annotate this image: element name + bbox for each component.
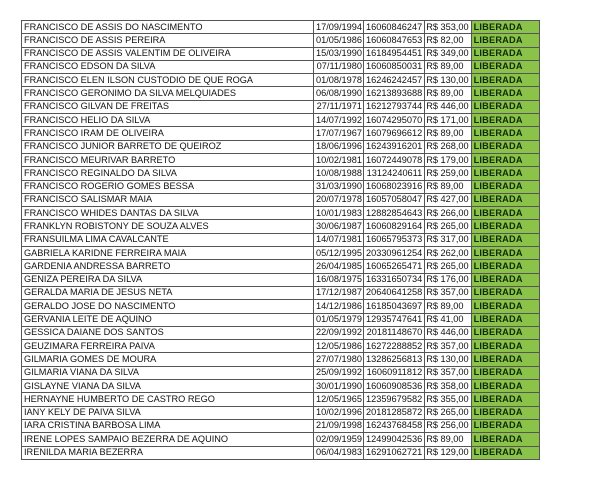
beneficiary-name-cell[interactable]: FRANCISCO EDSON DA SILVA bbox=[22, 60, 314, 73]
status-cell[interactable]: LIBERADA bbox=[471, 114, 539, 127]
table-row bbox=[22, 340, 540, 353]
amount-cell[interactable]: R$ 355,00 bbox=[425, 393, 471, 406]
birth-date-cell[interactable]: 02/09/1959 bbox=[314, 433, 364, 446]
birth-date-cell[interactable]: 07/11/1980 bbox=[314, 60, 364, 73]
beneficiary-name-cell[interactable]: FRANCISCO GERONIMO DA SILVA MELQUIADES bbox=[22, 87, 314, 100]
amount-cell[interactable]: R$ 266,00 bbox=[425, 207, 471, 220]
table-row bbox=[22, 233, 540, 246]
amount-cell[interactable]: R$ 89,00 bbox=[425, 87, 471, 100]
amount-cell[interactable]: R$ 176,00 bbox=[425, 273, 471, 286]
table-row bbox=[22, 313, 540, 326]
nis-number-cell[interactable]: 16243916201 bbox=[363, 140, 424, 153]
amount-cell[interactable]: R$ 358,00 bbox=[425, 380, 471, 393]
table-row bbox=[22, 114, 540, 127]
nis-number-cell[interactable]: 16072449078 bbox=[363, 153, 424, 166]
table-row bbox=[22, 47, 540, 60]
nis-number-cell[interactable]: 16331650734 bbox=[363, 273, 424, 286]
nis-number-cell[interactable]: 16079696612 bbox=[363, 127, 424, 140]
beneficiary-name-cell[interactable]: IANY KELY DE PAIVA SILVA bbox=[22, 406, 314, 419]
beneficiary-name-cell[interactable]: FRANCISCO IRAM DE OLIVEIRA bbox=[22, 127, 314, 140]
beneficiary-name-cell[interactable]: FRANSUILMA LIMA CAVALCANTE bbox=[22, 233, 314, 246]
amount-cell[interactable]: R$ 89,00 bbox=[425, 300, 471, 313]
birth-date-cell[interactable]: 30/06/1987 bbox=[314, 220, 364, 233]
nis-number-cell[interactable]: 12359679582 bbox=[363, 393, 424, 406]
amount-cell[interactable]: R$ 357,00 bbox=[425, 286, 471, 299]
table-row bbox=[22, 127, 540, 140]
birth-date-cell[interactable]: 31/03/1990 bbox=[314, 180, 364, 193]
nis-number-cell[interactable]: 12499042536 bbox=[363, 433, 424, 446]
table-row bbox=[22, 353, 540, 366]
nis-number-cell[interactable]: 12882854643 bbox=[363, 207, 424, 220]
birth-date-cell[interactable]: 20/07/1978 bbox=[314, 193, 364, 206]
amount-cell[interactable]: R$ 357,00 bbox=[425, 366, 471, 379]
nis-number-cell[interactable]: 16060850031 bbox=[363, 60, 424, 73]
table-row bbox=[22, 433, 540, 446]
status-cell[interactable]: LIBERADA bbox=[471, 433, 539, 446]
birth-date-cell[interactable]: 17/07/1967 bbox=[314, 127, 364, 140]
status-cell[interactable]: LIBERADA bbox=[471, 340, 539, 353]
table-row bbox=[22, 180, 540, 193]
status-cell[interactable]: LIBERADA bbox=[471, 140, 539, 153]
table-row bbox=[22, 193, 540, 206]
beneficiary-name-cell[interactable]: GENIZA PEREIRA DA SILVA bbox=[22, 273, 314, 286]
status-cell[interactable]: LIBERADA bbox=[471, 153, 539, 166]
status-cell[interactable]: LIBERADA bbox=[471, 366, 539, 379]
beneficiary-name-cell[interactable]: GERVANIA LEITE DE AQUINO bbox=[22, 313, 314, 326]
table-row bbox=[22, 207, 540, 220]
status-cell[interactable]: LIBERADA bbox=[471, 300, 539, 313]
birth-date-cell[interactable]: 30/01/1990 bbox=[314, 380, 364, 393]
table-row bbox=[22, 406, 540, 419]
beneficiary-name-cell[interactable]: FRANCISCO DE ASSIS DO NASCIMENTO bbox=[22, 21, 314, 34]
table-row bbox=[22, 153, 540, 166]
birth-date-cell[interactable]: 05/12/1995 bbox=[314, 247, 364, 260]
table-row bbox=[22, 326, 540, 339]
amount-cell[interactable]: R$ 89,00 bbox=[425, 60, 471, 73]
nis-number-cell[interactable]: 16060908536 bbox=[363, 380, 424, 393]
beneficiary-name-cell[interactable]: FRANKLYN ROBISTONY DE SOUZA ALVES bbox=[22, 220, 314, 233]
nis-number-cell[interactable]: 16057058047 bbox=[363, 193, 424, 206]
status-cell[interactable]: LIBERADA bbox=[471, 207, 539, 220]
nis-number-cell[interactable]: 20181148670 bbox=[363, 326, 424, 339]
amount-cell[interactable]: R$ 262,00 bbox=[425, 247, 471, 260]
nis-number-cell[interactable]: 16291062721 bbox=[363, 446, 424, 459]
status-cell[interactable]: LIBERADA bbox=[471, 326, 539, 339]
status-cell[interactable]: LIBERADA bbox=[471, 446, 539, 459]
amount-cell[interactable]: R$ 265,00 bbox=[425, 220, 471, 233]
amount-cell[interactable]: R$ 89,00 bbox=[425, 433, 471, 446]
nis-number-cell[interactable]: 16065795373 bbox=[363, 233, 424, 246]
amount-cell[interactable]: R$ 357,00 bbox=[425, 340, 471, 353]
birth-date-cell[interactable]: 06/08/1990 bbox=[314, 87, 364, 100]
birth-date-cell[interactable]: 18/06/1996 bbox=[314, 140, 364, 153]
table-row bbox=[22, 273, 540, 286]
birth-date-cell[interactable]: 27/11/1971 bbox=[314, 100, 364, 113]
table-row bbox=[22, 34, 540, 47]
status-cell[interactable]: LIBERADA bbox=[471, 127, 539, 140]
beneficiary-name-cell[interactable]: GARDENIA ANDRESSA BARRETO bbox=[22, 260, 314, 273]
beneficiary-name-cell[interactable]: IRENE LOPES SAMPAIO BEZERRA DE AQUINO bbox=[22, 433, 314, 446]
birth-date-cell[interactable]: 27/07/1980 bbox=[314, 353, 364, 366]
nis-number-cell[interactable]: 16185043697 bbox=[363, 300, 424, 313]
birth-date-cell[interactable]: 17/12/1987 bbox=[314, 286, 364, 299]
beneficiary-name-cell[interactable]: GEUZIMARA FERREIRA PAIVA bbox=[22, 340, 314, 353]
nis-number-cell[interactable]: 20181285872 bbox=[363, 406, 424, 419]
status-cell[interactable]: LIBERADA bbox=[471, 406, 539, 419]
status-cell[interactable]: LIBERADA bbox=[471, 260, 539, 273]
table-row bbox=[22, 21, 540, 34]
table-row bbox=[22, 140, 540, 153]
status-cell[interactable]: LIBERADA bbox=[471, 220, 539, 233]
amount-cell[interactable]: R$ 349,00 bbox=[425, 47, 471, 60]
nis-number-cell[interactable]: 16243768458 bbox=[363, 419, 424, 432]
table-row bbox=[22, 87, 540, 100]
table-row bbox=[22, 393, 540, 406]
birth-date-cell[interactable]: 10/02/1981 bbox=[314, 153, 364, 166]
status-cell[interactable]: LIBERADA bbox=[471, 273, 539, 286]
status-cell[interactable]: LIBERADA bbox=[471, 353, 539, 366]
beneficiary-name-cell[interactable]: GABRIELA KARIDNE FERREIRA MAIA bbox=[22, 247, 314, 260]
nis-number-cell[interactable]: 16060911812 bbox=[363, 366, 424, 379]
status-cell[interactable]: LIBERADA bbox=[471, 47, 539, 60]
nis-number-cell[interactable]: 16068023916 bbox=[363, 180, 424, 193]
nis-number-cell[interactable]: 16060846247 bbox=[363, 21, 424, 34]
table-row bbox=[22, 60, 540, 73]
nis-number-cell[interactable]: 12935747641 bbox=[363, 313, 424, 326]
table-row bbox=[22, 260, 540, 273]
spreadsheet-table bbox=[21, 20, 540, 460]
amount-cell[interactable]: R$ 446,00 bbox=[425, 100, 471, 113]
birth-date-cell[interactable]: 12/05/1965 bbox=[314, 393, 364, 406]
birth-date-cell[interactable]: 25/09/1992 bbox=[314, 366, 364, 379]
status-cell[interactable]: LIBERADA bbox=[471, 313, 539, 326]
beneficiary-name-cell[interactable]: FRANCISCO WHIDES DANTAS DA SILVA bbox=[22, 207, 314, 220]
nis-number-cell[interactable]: 16213893688 bbox=[363, 87, 424, 100]
beneficiary-name-cell[interactable]: FRANCISCO MEURIVAR BARRETO bbox=[22, 153, 314, 166]
amount-cell[interactable]: R$ 89,00 bbox=[425, 127, 471, 140]
table-row bbox=[22, 419, 540, 432]
birth-date-cell[interactable]: 01/05/1986 bbox=[314, 34, 364, 47]
table-row bbox=[22, 300, 540, 313]
amount-cell[interactable]: R$ 179,00 bbox=[425, 153, 471, 166]
birth-date-cell[interactable]: 22/09/1992 bbox=[314, 326, 364, 339]
nis-number-cell[interactable]: 16184954451 bbox=[363, 47, 424, 60]
birth-date-cell[interactable]: 15/03/1990 bbox=[314, 47, 364, 60]
status-cell[interactable]: LIBERADA bbox=[471, 87, 539, 100]
spreadsheet-body bbox=[22, 21, 540, 460]
beneficiary-name-cell[interactable]: HERNAYNE HUMBERTO DE CASTRO REGO bbox=[22, 393, 314, 406]
beneficiary-name-cell[interactable]: GILMARIA GOMES DE MOURA bbox=[22, 353, 314, 366]
amount-cell[interactable]: R$ 427,00 bbox=[425, 193, 471, 206]
amount-cell[interactable]: R$ 171,00 bbox=[425, 114, 471, 127]
amount-cell[interactable]: R$ 41,00 bbox=[425, 313, 471, 326]
amount-cell[interactable]: R$ 129,00 bbox=[425, 446, 471, 459]
birth-date-cell[interactable]: 26/04/1985 bbox=[314, 260, 364, 273]
amount-cell[interactable]: R$ 256,00 bbox=[425, 419, 471, 432]
beneficiary-name-cell[interactable]: FRANCISCO SALISMAR MAIA bbox=[22, 193, 314, 206]
status-cell[interactable]: LIBERADA bbox=[471, 34, 539, 47]
amount-cell[interactable]: R$ 446,00 bbox=[425, 326, 471, 339]
nis-number-cell[interactable]: 16060829164 bbox=[363, 220, 424, 233]
status-cell[interactable]: LIBERADA bbox=[471, 21, 539, 34]
table-row bbox=[22, 167, 540, 180]
status-cell[interactable]: LIBERADA bbox=[471, 380, 539, 393]
nis-number-cell[interactable]: 16060847653 bbox=[363, 34, 424, 47]
birth-date-cell[interactable]: 17/09/1994 bbox=[314, 21, 364, 34]
amount-cell[interactable]: R$ 317,00 bbox=[425, 233, 471, 246]
status-cell[interactable]: LIBERADA bbox=[471, 167, 539, 180]
beneficiary-name-cell[interactable]: FRANCISCO HELIO DA SILVA bbox=[22, 114, 314, 127]
table-row bbox=[22, 380, 540, 393]
birth-date-cell[interactable]: 16/08/1975 bbox=[314, 273, 364, 286]
status-cell[interactable]: LIBERADA bbox=[471, 419, 539, 432]
birth-date-cell[interactable]: 14/07/1981 bbox=[314, 233, 364, 246]
beneficiary-name-cell[interactable]: FRANCISCO DE ASSIS VALENTIM DE OLIVEIRA bbox=[22, 47, 314, 60]
table-row bbox=[22, 247, 540, 260]
beneficiary-name-cell[interactable]: GILMARIA VIANA DA SILVA bbox=[22, 366, 314, 379]
beneficiary-name-cell[interactable]: IRENILDA MARIA BEZERRA bbox=[22, 446, 314, 459]
amount-cell[interactable]: R$ 353,00 bbox=[425, 21, 471, 34]
beneficiary-name-cell[interactable]: FRANCISCO JUNIOR BARRETO DE QUEIROZ bbox=[22, 140, 314, 153]
beneficiary-name-cell[interactable]: IARA CRISTINA BARBOSA LIMA bbox=[22, 419, 314, 432]
amount-cell[interactable]: R$ 265,00 bbox=[425, 260, 471, 273]
status-cell[interactable]: LIBERADA bbox=[471, 100, 539, 113]
table-row bbox=[22, 100, 540, 113]
birth-date-cell[interactable]: 01/08/1978 bbox=[314, 74, 364, 87]
beneficiary-name-cell[interactable]: GERALDA MARIA DE JESUS NETA bbox=[22, 286, 314, 299]
amount-cell[interactable]: R$ 89,00 bbox=[425, 180, 471, 193]
status-cell[interactable]: LIBERADA bbox=[471, 233, 539, 246]
status-cell[interactable]: LIBERADA bbox=[471, 247, 539, 260]
beneficiary-name-cell[interactable]: GISLAYNE VIANA DA SILVA bbox=[22, 380, 314, 393]
beneficiary-name-cell[interactable]: FRANCISCO GILVAN DE FREITAS bbox=[22, 100, 314, 113]
table-row bbox=[22, 220, 540, 233]
nis-number-cell[interactable]: 16065265471 bbox=[363, 260, 424, 273]
nis-number-cell[interactable]: 16246242457 bbox=[363, 74, 424, 87]
nis-number-cell[interactable]: 13124240611 bbox=[363, 167, 424, 180]
birth-date-cell[interactable]: 14/07/1992 bbox=[314, 114, 364, 127]
beneficiary-name-cell[interactable]: FRANCISCO ROGERIO GOMES BESSA bbox=[22, 180, 314, 193]
nis-number-cell[interactable]: 13286256813 bbox=[363, 353, 424, 366]
table-row bbox=[22, 286, 540, 299]
status-cell[interactable]: LIBERADA bbox=[471, 193, 539, 206]
beneficiary-name-cell[interactable]: GERALDO JOSE DO NASCIMENTO bbox=[22, 300, 314, 313]
status-cell[interactable]: LIBERADA bbox=[471, 60, 539, 73]
beneficiary-name-cell[interactable]: GESSICA DAIANE DOS SANTOS bbox=[22, 326, 314, 339]
nis-number-cell[interactable]: 20330961254 bbox=[363, 247, 424, 260]
amount-cell[interactable]: R$ 259,00 bbox=[425, 167, 471, 180]
status-cell[interactable]: LIBERADA bbox=[471, 393, 539, 406]
birth-date-cell[interactable]: 12/05/1986 bbox=[314, 340, 364, 353]
beneficiary-name-cell[interactable]: FRANCISCO REGINALDO DA SILVA bbox=[22, 167, 314, 180]
status-cell[interactable]: LIBERADA bbox=[471, 74, 539, 87]
birth-date-cell[interactable]: 21/09/1998 bbox=[314, 419, 364, 432]
table-row bbox=[22, 446, 540, 459]
nis-number-cell[interactable]: 16074295070 bbox=[363, 114, 424, 127]
amount-cell[interactable]: R$ 265,00 bbox=[425, 406, 471, 419]
amount-cell[interactable]: R$ 130,00 bbox=[425, 353, 471, 366]
birth-date-cell[interactable]: 10/02/1996 bbox=[314, 406, 364, 419]
nis-number-cell[interactable]: 16272288852 bbox=[363, 340, 424, 353]
birth-date-cell[interactable]: 10/01/1983 bbox=[314, 207, 364, 220]
beneficiary-name-cell[interactable]: FRANCISCO DE ASSIS PEREIRA bbox=[22, 34, 314, 47]
amount-cell[interactable]: R$ 268,00 bbox=[425, 140, 471, 153]
nis-number-cell[interactable]: 20640641258 bbox=[363, 286, 424, 299]
table-row bbox=[22, 366, 540, 379]
amount-cell[interactable]: R$ 82,00 bbox=[425, 34, 471, 47]
beneficiary-name-cell[interactable]: FRANCISCO ELEN ILSON CUSTODIO DE QUE ROGA bbox=[22, 74, 314, 87]
table-row bbox=[22, 74, 540, 87]
nis-number-cell[interactable]: 16212793744 bbox=[363, 100, 424, 113]
status-cell[interactable]: LIBERADA bbox=[471, 180, 539, 193]
birth-date-cell[interactable]: 14/12/1986 bbox=[314, 300, 364, 313]
status-cell[interactable]: LIBERADA bbox=[471, 286, 539, 299]
amount-cell[interactable]: R$ 130,00 bbox=[425, 74, 471, 87]
birth-date-cell[interactable]: 06/04/1983 bbox=[314, 446, 364, 459]
birth-date-cell[interactable]: 10/08/1988 bbox=[314, 167, 364, 180]
birth-date-cell[interactable]: 01/05/1979 bbox=[314, 313, 364, 326]
